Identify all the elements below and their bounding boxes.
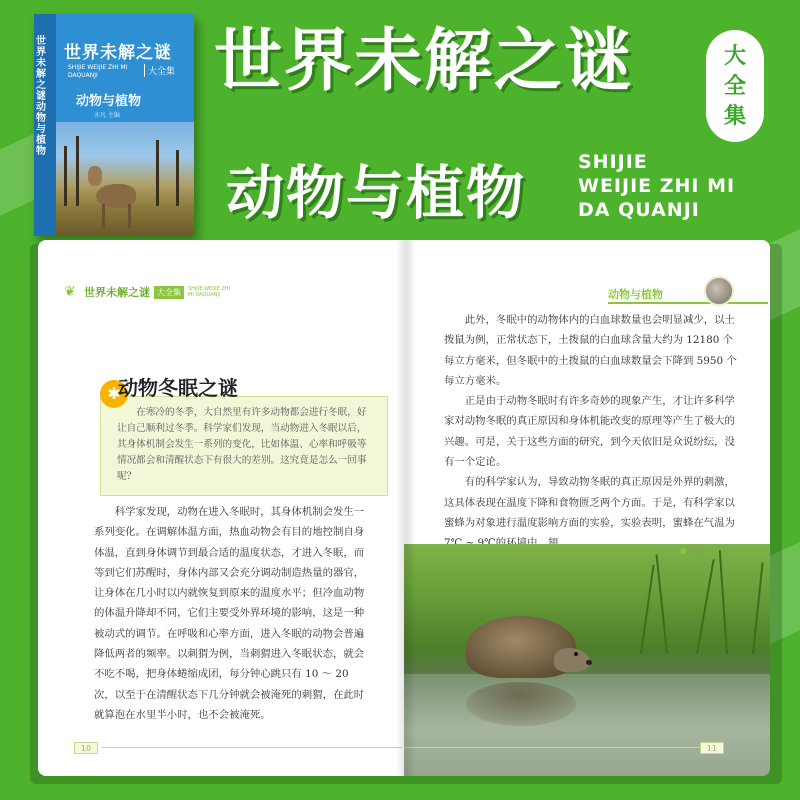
cover-editor: 亦凡 主编 [94,112,120,119]
body-paragraph: 有的科学家认为，导致动物冬眠的真正原因是外界的刺激，这具体表现在温度下降和食物匮乏两个方面。于是，有科学家以蜜蜂为对象进行温度影响方面的实验，实验表明，蜜蜂在气温为 [444,476,735,529]
tree-icon [176,150,179,206]
pinyin-title [578,150,735,222]
pinyin-line: DA QUANJI [578,199,700,221]
grass-blade [656,554,668,654]
body-paragraph: 科学家发现，动物在进入冬眠时，其身体机制会发生一系列变化。在调解体温方面，热血动物会有目的地控制自身体温，直到身体调节到最合适的温度状态，才进入冬眠，而等到它们苏醒时，身体内部又会充分调动制造热量的器官，让身体在几小时以内就恢复到原来的温度水平；但冷血动物的体温升降却不同，它们主要受外界环境的影响，这是一种被动式的调节。在呼吸和心率方面，进入冬眠的动物会普遍降低两者的频率。以刺猬为例，当刺猬进入冬眠状态，就会不吃不喝，把身体蜷缩成团，每分钟心跳只有 10 ～ 20次，以至于在清醒状态下几分钟就会被淹死的刺猬，在此时就算泡在水里半小时，也不会被淹死。 [94,506,365,721]
body-paragraph: 正是由于动物冬眠时有许多奇妙的现象产生，才让许多科学家对动物冬眠的真正原因和身体机能改变的原理等产生了极大的兴趣。可是，关于这些方面的研究，到今天依旧是众说纷纭，没有一个定论。 [444,395,735,469]
cover-subtitle: 动物与植物 [76,94,142,109]
page-number-rule [102,747,402,748]
left-body-text [94,502,366,725]
grass-blade [752,562,764,654]
section-title: 动物冬眠之谜 [118,376,238,400]
left-header-tag: 大全集 [154,286,184,299]
hedgehog-nose [586,660,592,665]
left-header-title: 世界未解之谜 [84,286,150,299]
deer-logo-icon: ❦ [64,284,76,300]
edition-badge [706,30,764,142]
photo-caption [680,546,704,557]
page-number-rule [404,747,700,748]
cover-photo-deer [56,122,194,236]
lightbulb-icon: ✱ [100,380,128,408]
grass-blade [640,565,655,654]
page-number-right: 11 [700,742,724,754]
left-page [38,240,406,776]
hedgehog-reflection [466,682,576,726]
main-title: 世界未解之谜 [214,22,635,101]
deer-leg [102,204,105,228]
pinyin-line: SHIJIE [578,151,648,173]
tree-icon [76,136,79,206]
deer-head [88,166,102,186]
edition-badge-text: 大全集 [723,44,746,129]
photo-caption-text: 刺猬 [688,547,704,556]
right-header-title: 动物与植物 [608,288,663,301]
intro-box [100,396,388,496]
hedgehog-face [554,648,590,672]
deer-leg [128,204,131,228]
book-gutter [396,240,416,776]
book-cover [34,14,194,236]
sub-title: 动物与植物 [226,159,527,227]
intro-text: 在寒冷的冬季，大自然里有许多动物都会进行冬眠，好让自己顺利过冬季。科学家们发现，当动物进入冬眠以后，其身体机制会发生一系列的变化，比如体温、心率和呼吸等情况都会和清醒状态下有很大的差别。这究竟是怎么一回事呢？ [117,407,367,482]
grass-blade [696,559,715,654]
right-header-bar [608,302,768,304]
body-paragraph: 此外，冬眠中的动物体内的白血球数量也会明显减少，以土拨鼠为例，正常状态下，土拨鼠的白血球含量大约为 12180 个每立方毫米，但冬眠中的土拨鼠的白血球数量会下降到 5950 个每立方毫米。 [444,314,737,387]
tree-icon [156,140,159,206]
water-surface [404,674,770,776]
cover-title: 世界未解之谜 [64,43,172,63]
right-page [404,240,770,776]
grass-blade [719,550,728,654]
tree-icon [64,146,67,206]
left-header-pinyin: SHIJIE WEIJIE ZHI MI DAQUANJI [188,286,231,298]
caption-dot-icon [680,548,686,554]
cover-spine-text: 世界未解之谜 动物与植物 [36,36,46,157]
header-animal-thumbnail [704,276,734,306]
page-number-left: 10 [74,742,98,754]
cover-pinyin: SHIJIE WEIJIE ZHI MI DAQUANJI [68,64,128,79]
hedgehog-eye [574,652,578,656]
right-body-text [444,310,738,554]
cover-tag: 大全集 [144,64,175,77]
pinyin-line: WEIJIE ZHI MI [578,175,736,197]
left-page-header [64,284,234,300]
